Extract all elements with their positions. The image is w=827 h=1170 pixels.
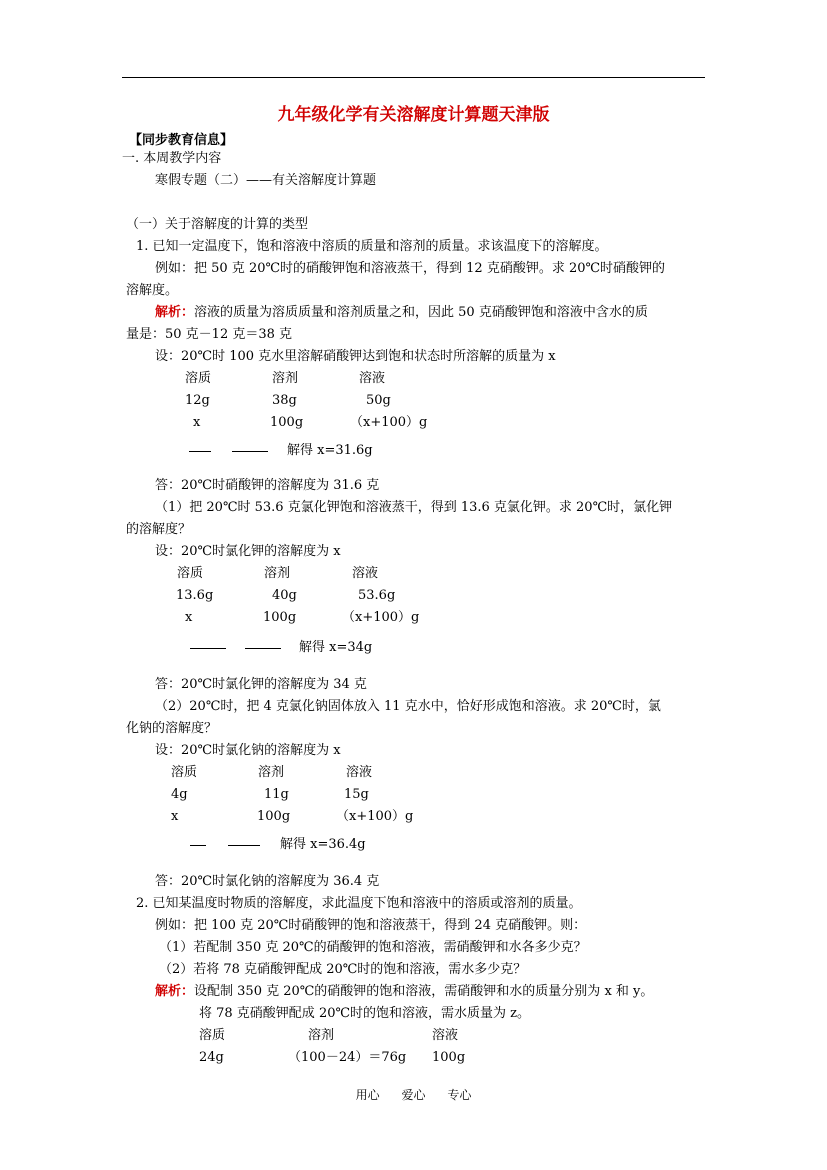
text-line: 答：20℃时氯化钾的溶解度为 34 克 <box>155 677 367 692</box>
table-cell: 100g <box>432 1050 466 1065</box>
table-cell: 溶剂 <box>272 371 299 386</box>
table-cell: （x+100）g <box>336 809 414 824</box>
table-cell: 11g <box>264 787 289 802</box>
table-cell: 4g <box>171 787 188 802</box>
table-cell: 溶剂 <box>308 1028 335 1043</box>
text-line: 化钠的溶解度？ <box>126 721 218 736</box>
table-cell: 100g <box>270 415 304 430</box>
text-line: 设：20℃时氯化钾的溶解度为 x <box>155 544 341 559</box>
text-line: 2. 已知某温度时物质的溶解度，求此温度下饱和溶液中的溶质或溶剂的质量。 <box>136 896 582 911</box>
table-cell: x <box>193 415 201 430</box>
fraction-bar <box>189 451 211 452</box>
table-cell: （x+100）g <box>350 415 428 430</box>
section-header: 【同步教育信息】 <box>129 133 234 148</box>
table-cell: 100g <box>263 610 297 625</box>
text-line: 量是：50 克－12 克＝38 克 <box>126 327 293 342</box>
text-line: 的溶解度？ <box>126 522 192 537</box>
text-line: （2）若将 78 克硝酸钾配成 20℃时的饱和溶液，需水多少克？ <box>159 962 527 977</box>
table-cell: 38g <box>272 393 297 408</box>
table-cell: 溶液 <box>346 765 373 780</box>
footer-text: 用心 <box>355 1088 380 1102</box>
text-line: 将 78 克硝酸钾配成 20℃时的饱和溶液，需水质量为 z。 <box>199 1006 531 1021</box>
text-line: 例如：把 100 克 20℃时硝酸钾的饱和溶液蒸干，得到 24 克硝酸钾。则： <box>155 918 587 933</box>
table-cell: 溶液 <box>432 1028 459 1043</box>
table-cell: 溶质 <box>199 1028 226 1043</box>
text-line: （1）把 20℃时 53.6 克氯化钾饱和溶液蒸干，得到 13.6 克氯化钾。求 20℃时，氯化钾 <box>155 500 673 515</box>
document-title: 九年级化学有关溶解度计算题天津版 <box>277 105 550 125</box>
text-line: 解析：设配制 350 克 20℃的硝酸钾的饱和溶液，需硝酸钾和水的质量分别为 x 和 y。 <box>155 984 654 999</box>
analysis-label: 解析： <box>155 984 195 999</box>
fraction-bar <box>245 648 281 649</box>
text-line: 设：20℃时氯化钠的溶解度为 x <box>155 743 341 758</box>
text-line: 寒假专题（二）——有关溶解度计算题 <box>155 173 377 188</box>
solution-text: 解得 x=34g <box>299 640 373 655</box>
text-line: 例如：把 50 克 20℃时的硝酸钾饱和溶液蒸干，得到 12 克硝酸钾。求 20℃时硝酸钾的 <box>155 261 666 276</box>
text-line: 溶解度。 <box>126 283 179 298</box>
fraction-bar <box>232 451 268 452</box>
fraction-bar <box>190 845 206 846</box>
footer-text: 爱心 <box>401 1088 426 1102</box>
text-line: 设：20℃时 100 克水里溶解硝酸钾达到饱和状态时所溶解的质量为 x <box>155 349 556 364</box>
table-cell: 溶液 <box>359 371 386 386</box>
table-cell: 12g <box>185 393 210 408</box>
table-cell: 50g <box>366 393 391 408</box>
table-cell: x <box>171 809 179 824</box>
table-cell: （100－24）＝76g <box>288 1050 407 1065</box>
table-cell: 24g <box>199 1050 224 1065</box>
analysis-label: 解析： <box>155 305 195 320</box>
page-footer <box>0 1086 827 1103</box>
table-cell: 13.6g <box>176 588 214 603</box>
text-line: （2）20℃时，把 4 克氯化钠固体放入 11 克水中，恰好形成饱和溶液。求 20℃时，氯 <box>155 699 661 714</box>
solution-text: 解得 x=31.6g <box>287 443 373 458</box>
table-cell: 100g <box>257 809 291 824</box>
table-cell: 溶质 <box>185 371 212 386</box>
text-line: （一）关于溶解度的计算的类型 <box>126 217 309 232</box>
table-cell: 53.6g <box>358 588 396 603</box>
table-cell: 溶剂 <box>264 566 291 581</box>
text-line: 1. 已知一定温度下，饱和溶液中溶质的质量和溶剂的质量。求该温度下的溶解度。 <box>136 239 608 254</box>
text-line: （1）若配制 350 克 20℃的硝酸钾的饱和溶液，需硝酸钾和水各多少克？ <box>159 940 587 955</box>
footer-text: 专心 <box>447 1088 472 1102</box>
table-cell: 溶质 <box>171 765 198 780</box>
solution-text: 解得 x=36.4g <box>280 837 366 852</box>
text-line: 一. 本周教学内容 <box>122 151 222 166</box>
table-cell: 溶液 <box>352 566 379 581</box>
table-cell: 40g <box>272 588 297 603</box>
header-rule <box>122 77 705 78</box>
table-cell: 15g <box>344 787 369 802</box>
text-line: 答：20℃时氯化钠的溶解度为 36.4 克 <box>155 874 380 889</box>
fraction-bar <box>190 648 226 649</box>
text-line: 解析：溶液的质量为溶质质量和溶剂质量之和，因此 50 克硝酸钾饱和溶液中含水的质 <box>155 305 648 320</box>
table-cell: （x+100）g <box>342 610 420 625</box>
table-cell: 溶质 <box>177 566 204 581</box>
table-cell: x <box>185 610 193 625</box>
fraction-bar <box>228 845 260 846</box>
text-line: 答：20℃时硝酸钾的溶解度为 31.6 克 <box>155 478 380 493</box>
table-cell: 溶剂 <box>258 765 285 780</box>
